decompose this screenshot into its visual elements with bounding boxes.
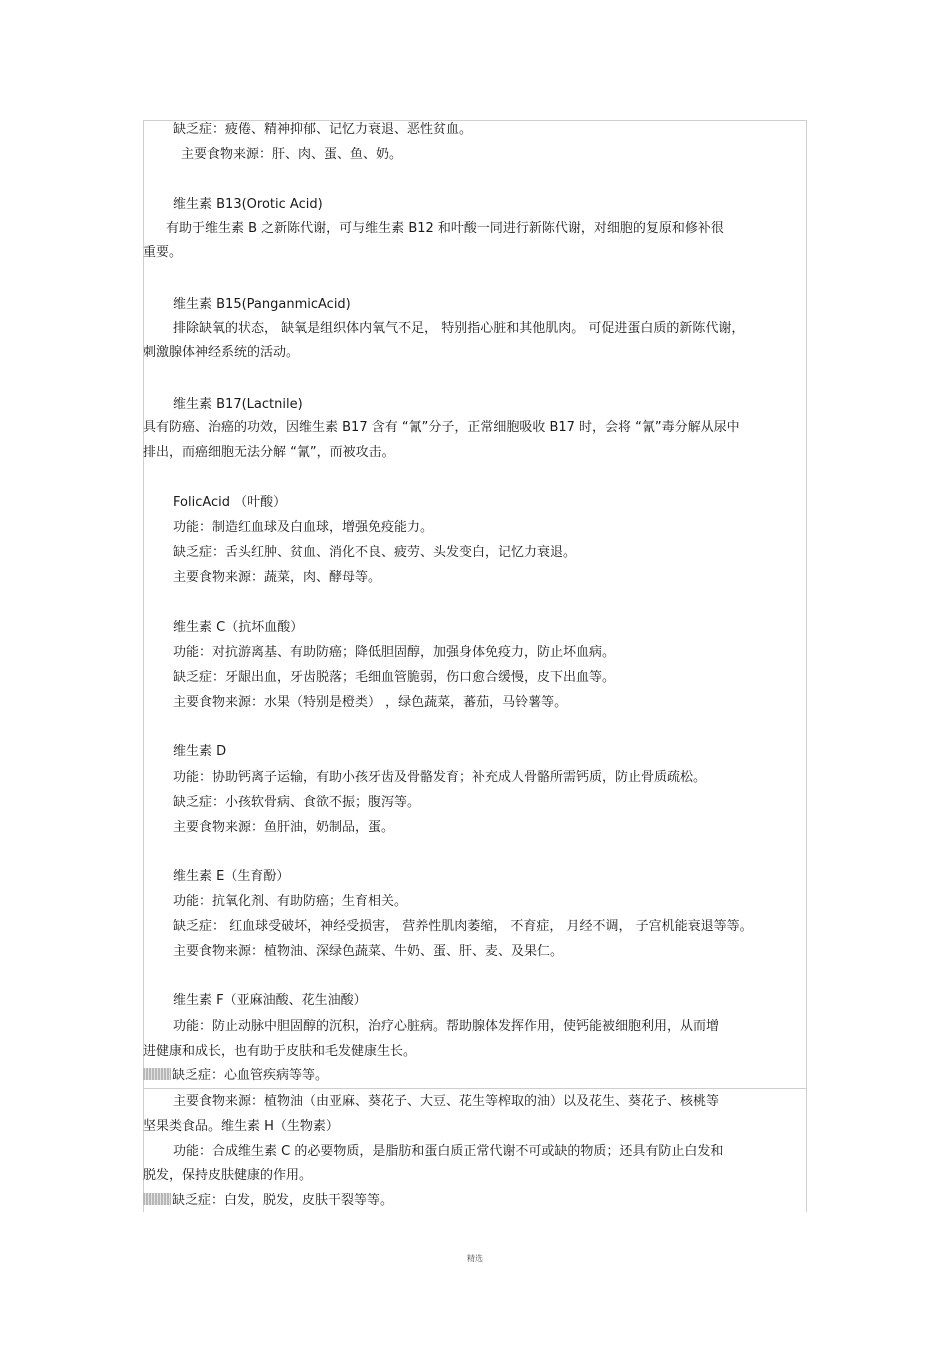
text-line: 主要食物来源：鱼肝油，奶制品，蛋。 <box>173 820 395 835</box>
text-line: 主要食物来源：肝、肉、蛋、鱼、奶。 <box>181 147 403 162</box>
text-span: 缺乏症：心血管疾病等等。 <box>172 1068 329 1083</box>
text-line: 排除缺氧的状态， 缺氧是组织体内氧气不足， 特别指心脏和其他肌肉。 可促进蛋白质的新陈代谢， <box>173 321 745 336</box>
text-line: 具有防癌、治癌的功效，因维生素 B17 含有 “氰”分子，正常细胞吸收 B17 时，会将 “氰”毒分解从尿中 <box>143 420 740 435</box>
text-line: 进健康和成长，也有助于皮肤和毛发健康生长。 <box>143 1044 417 1059</box>
text-line: 功能：对抗游离基、有助防癌；降低胆固醇，加强身体免疫力，防止坏血病。 <box>173 645 616 660</box>
scan-mark-icon <box>143 1068 171 1080</box>
section-heading: 维生素 C（抗坏血酸） <box>173 620 304 635</box>
text-line: 主要食物来源：蔬菜，肉、酵母等。 <box>173 570 382 585</box>
text-line-with-mark <box>143 1192 393 1210</box>
text-line: 坚果类食品。维生素 H（生物素） <box>143 1119 339 1134</box>
text-line: 重要。 <box>143 245 183 260</box>
frame-right-line <box>806 120 807 1212</box>
text-line: 功能：制造红血球及白血球，增强免疫能力。 <box>173 520 434 535</box>
page-footer: 精选 <box>467 1254 483 1263</box>
text-line: 排出，而癌细胞无法分解 “氰”，而被攻击。 <box>143 445 395 460</box>
section-heading: 维生素 B17(Lactnile) <box>173 397 303 412</box>
text-line: 刺激腺体神经系统的活动。 <box>143 345 300 360</box>
scan-mark-icon <box>143 1193 171 1205</box>
text-span: 缺乏症：白发，脱发，皮肤干裂等等。 <box>172 1193 394 1208</box>
section-heading: 维生素 D <box>173 744 227 759</box>
section-heading: FolicAcid （叶酸） <box>173 495 287 510</box>
section-heading: 维生素 F（亚麻油酸、花生油酸） <box>173 993 367 1008</box>
section-heading: 维生素 B15(PanganmicAcid) <box>173 297 351 312</box>
text-line: 缺乏症：疲倦、精神抑郁、记忆力衰退、恶性贫血。 <box>173 122 473 137</box>
text-line: 主要食物来源：植物油、深绿色蔬菜、牛奶、蛋、肝、麦、及果仁。 <box>173 944 564 959</box>
text-line: 功能：合成维生素 C 的必要物质，是脂肪和蛋白质正常代谢不可或缺的物质；还具有防止白发和 <box>173 1144 724 1159</box>
text-line-with-mark <box>143 1067 328 1085</box>
text-line: 脱发，保持皮肤健康的作用。 <box>143 1168 313 1183</box>
text-line: 有助于维生素 B 之新陈代谢，可与维生素 B12 和叶酸一同进行新陈代谢，对细胞的复原和修补很 <box>166 221 724 236</box>
text-line: 功能：协助钙离子运输，有助小孩牙齿及骨骼发育；补充成人骨骼所需钙质，防止骨质疏松。 <box>173 770 707 785</box>
text-line: 缺乏症：舌头红肿、贫血、消化不良、疲劳、头发变白，记忆力衰退。 <box>173 545 577 560</box>
text-line: 功能：抗氧化剂、有助防癌；生育相关。 <box>173 894 408 909</box>
text-line: 缺乏症： 红血球受破坏，神经受损害， 营养性肌肉萎缩， 不育症， 月经不调， 子宫机能衰退等等。 <box>173 919 753 934</box>
text-line: 主要食物来源：植物油（由亚麻、葵花子、大豆、花生等榨取的油）以及花生、葵花子、核桃等 <box>173 1094 720 1109</box>
frame-mid-line <box>143 1088 807 1089</box>
section-heading: 维生素 B13(Orotic Acid) <box>173 197 323 212</box>
section-heading: 维生素 E（生育酚） <box>173 869 290 884</box>
text-line: 缺乏症：牙龈出血，牙齿脱落；毛细血管脆弱，伤口愈合缓慢，皮下出血等。 <box>173 670 616 685</box>
text-line: 缺乏症：小孩软骨病、食欲不振；腹泻等。 <box>173 795 421 810</box>
text-line: 主要食物来源：水果（特别是橙类） ，绿色蔬菜，蕃茄，马铃薯等。 <box>173 695 568 710</box>
text-line: 功能：防止动脉中胆固醇的沉积，治疗心脏病。帮助腺体发挥作用，使钙能被细胞利用，从而增 <box>173 1019 720 1034</box>
